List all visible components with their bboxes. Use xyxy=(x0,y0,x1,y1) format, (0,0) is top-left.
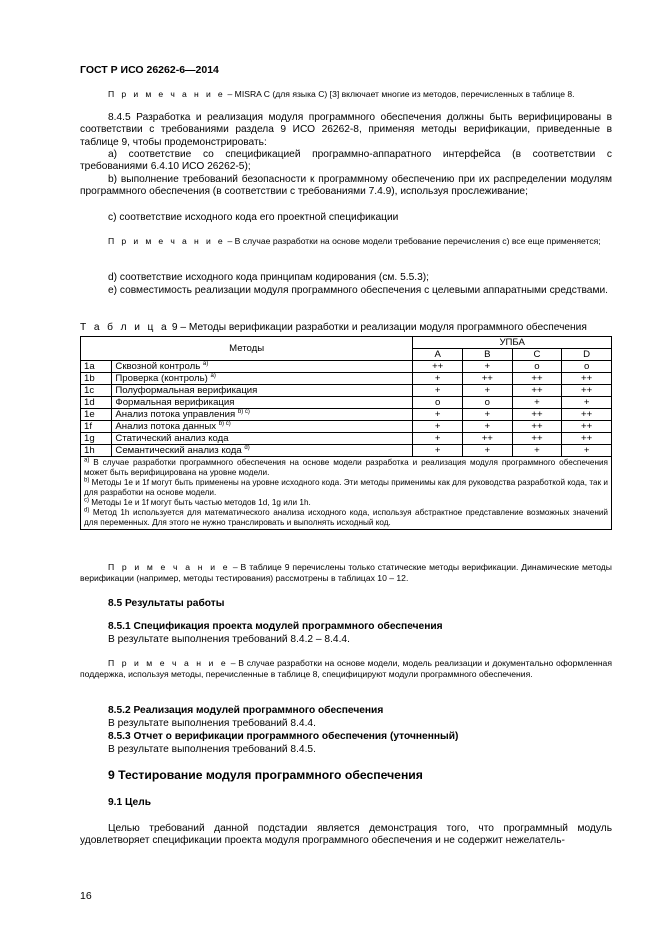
method-label: Анализ потока управления xyxy=(115,409,236,420)
method-label: Семантический анализ кода xyxy=(115,445,242,456)
recommendation-cell: + xyxy=(562,397,612,409)
list-item-d: d) соответствие исходного кода принципам кодирования (см. 5.5.3); xyxy=(108,272,429,283)
method-id: 1d xyxy=(81,397,112,409)
grade-header: A xyxy=(413,349,463,361)
section-8-5-2-title: 8.5.2 Реализация модулей программного обеспечения xyxy=(108,705,384,716)
table-footnotes xyxy=(81,457,612,530)
recommendation-cell: + xyxy=(413,409,463,421)
footnote-text: Методы 1e и 1f могут быть частью методов 1d, 1g или 1h. xyxy=(89,498,311,507)
note-model-based xyxy=(80,236,612,247)
note-label: П р и м е ч а н и е xyxy=(108,562,230,572)
section-8-5-1-text: В результате выполнения требований 8.4.2 – 8.4.4. xyxy=(108,634,350,645)
list-item-e: e) совместимость реализации модуля программного обеспечения с целевыми аппаратными средствами. xyxy=(108,285,608,296)
method-name xyxy=(112,361,413,373)
recommendation-cell: ++ xyxy=(463,433,513,445)
recommendation-cell: + xyxy=(512,445,562,457)
table-row xyxy=(81,397,612,409)
method-id: 1a xyxy=(81,361,112,373)
recommendation-cell: + xyxy=(413,421,463,433)
recommendation-cell: ++ xyxy=(512,385,562,397)
recommendation-cell: + xyxy=(463,385,513,397)
method-name xyxy=(112,421,413,433)
document-header: ГОСТ Р ИСО 26262-6—2014 xyxy=(80,64,219,76)
table-caption-text: 9 – Методы верификации разработки и реализации модуля программного обеспечения xyxy=(169,322,587,333)
grade-header: C xyxy=(512,349,562,361)
section-8-5-1-title: 8.5.1 Спецификация проекта модулей программного обеспечения xyxy=(108,621,443,632)
recommendation-cell: o xyxy=(512,361,562,373)
table-header-upba: УПБА xyxy=(413,337,612,349)
footnote-mark: a) xyxy=(84,457,90,464)
method-label: Формальная верификация xyxy=(115,397,235,408)
table-footnote xyxy=(84,498,608,508)
note-static-methods xyxy=(80,562,612,584)
method-id: 1c xyxy=(81,385,112,397)
table-footnote xyxy=(84,508,608,528)
note-label: П р и м е ч а н и е xyxy=(108,658,229,668)
recommendation-cell: ++ xyxy=(413,361,463,373)
note-text: – В случае разработки на основе модели, модель реализации и документально оформленная поддержка, используя методы, перечисленные в таблице 8, специфицируют модули программного обеспечения. xyxy=(80,658,612,679)
table-row xyxy=(81,385,612,397)
section-8-5-title: 8.5 Результаты работы xyxy=(108,598,225,609)
method-name xyxy=(112,433,413,445)
section-9-title: 9 Тестирование модуля программного обеспечения xyxy=(108,768,423,782)
recommendation-cell: ++ xyxy=(463,373,513,385)
footnote-ref: a) xyxy=(202,360,209,367)
footnote-text: Метод 1h используется для математического анализа исходного кода, используя абстрактное представление возможных значений для переменных. Для этого не нужно транслировать и выполнять исходный код. xyxy=(84,508,608,527)
table-row xyxy=(81,433,612,445)
footnote-ref: b) c) xyxy=(218,420,231,427)
list-item-b: b) выполнение требований безопасности к программному обеспечению при их распределении модулям программного обеспечения (в соответствии с требованиями 7.4.9), используя прослеживание; xyxy=(80,174,612,198)
table-row xyxy=(81,373,612,385)
method-label: Проверка (контроль) xyxy=(115,373,208,384)
recommendation-cell: ++ xyxy=(562,385,612,397)
method-id: 1h xyxy=(81,445,112,457)
recommendation-cell: ++ xyxy=(512,421,562,433)
recommendation-cell: ++ xyxy=(562,421,612,433)
recommendation-cell: + xyxy=(413,433,463,445)
table-row xyxy=(81,421,612,433)
recommendation-cell: + xyxy=(512,397,562,409)
section-8-5-2-text: В результате выполнения требований 8.4.4. xyxy=(108,718,316,729)
method-name xyxy=(112,445,413,457)
recommendation-cell: o xyxy=(413,397,463,409)
method-id: 1b xyxy=(81,373,112,385)
table-row xyxy=(81,445,612,457)
note-model-implementation xyxy=(80,658,612,680)
recommendation-cell: + xyxy=(413,445,463,457)
recommendation-cell: ++ xyxy=(562,409,612,421)
table-footnote xyxy=(84,458,608,478)
section-8-5-3-title: 8.5.3 Отчет о верификации программного обеспечения (уточненный) xyxy=(108,731,459,742)
method-label: Статический анализ кода xyxy=(115,433,229,444)
section-8-5-3-text: В результате выполнения требований 8.4.5. xyxy=(108,744,316,755)
method-id: 1g xyxy=(81,433,112,445)
recommendation-cell: ++ xyxy=(512,433,562,445)
method-id: 1e xyxy=(81,409,112,421)
method-name xyxy=(112,397,413,409)
footnote-ref: a) xyxy=(210,372,216,379)
recommendation-cell: o xyxy=(463,397,513,409)
recommendation-cell: o xyxy=(562,361,612,373)
section-9-1-title: 9.1 Цель xyxy=(108,797,151,808)
grade-header: D xyxy=(562,349,612,361)
table-body xyxy=(81,361,612,457)
footnote-mark: c) xyxy=(84,497,89,504)
recommendation-cell: + xyxy=(413,385,463,397)
recommendation-cell: ++ xyxy=(562,433,612,445)
method-name xyxy=(112,385,413,397)
section-9-1-text: Целью требований данной подстадии является демонстрация того, что программный модуль удовлетворяет спецификации проекта модуля программного обеспечения и не содержит нежелатель- xyxy=(80,823,612,847)
footnote-mark: d) xyxy=(84,507,90,514)
footnote-text: Методы 1e и 1f могут быть применены на уровне исходного кода. Эти методы применимы как для руководства разработкой кода, так и для разработки на основе модели. xyxy=(84,478,608,497)
page-number: 16 xyxy=(80,890,92,902)
table-caption xyxy=(80,322,620,333)
table-verification-methods xyxy=(80,336,612,530)
method-name xyxy=(112,373,413,385)
method-label: Полуформальная верификация xyxy=(115,385,258,396)
table-header-methods: Методы xyxy=(81,337,413,361)
table-row xyxy=(81,361,612,373)
recommendation-cell: + xyxy=(463,361,513,373)
method-name xyxy=(112,409,413,421)
recommendation-cell: + xyxy=(463,445,513,457)
method-id: 1f xyxy=(81,421,112,433)
note-text: – В случае разработки на основе модели требование перечисления c) все еще применяется; xyxy=(225,236,601,246)
note-label: П р и м е ч а н и е xyxy=(108,89,226,99)
recommendation-cell: + xyxy=(413,373,463,385)
note-label: П р и м е ч а н и е xyxy=(108,236,226,246)
grade-header: B xyxy=(463,349,513,361)
note-text: – В таблице 9 перечислены только статические методы верификации. Динамические методы верификации (например, методы тестирования) рассмотрены в таблицах 10 – 12. xyxy=(80,562,612,583)
table-caption-label: Т а б л и ц а xyxy=(80,322,170,333)
note-misra xyxy=(80,89,612,100)
table-row xyxy=(81,409,612,421)
recommendation-cell: ++ xyxy=(512,373,562,385)
recommendation-cell: ++ xyxy=(562,373,612,385)
footnote-mark: b) xyxy=(84,477,90,484)
recommendation-cell: + xyxy=(463,421,513,433)
recommendation-cell: + xyxy=(562,445,612,457)
recommendation-cell: ++ xyxy=(512,409,562,421)
list-item-a: a) соответствие со спецификацией программно-аппаратного интерфейса (в соответствии с требованиями 6.4.10 ИСО 26262-5); xyxy=(80,149,612,173)
method-label: Анализ потока данных xyxy=(115,421,217,432)
footnote-ref: d) xyxy=(244,444,250,451)
footnote-ref: b) c) xyxy=(237,408,250,415)
recommendation-cell: + xyxy=(463,409,513,421)
note-text: – MISRA C (для языка C) [3] включает многие из методов, перечисленных в таблице 8. xyxy=(225,89,575,99)
paragraph-8-4-5: 8.4.5 Разработка и реализация модуля программного обеспечения должны быть верифицированы в соответствии с требованиями раздела 9 ИСО 26262-8, применяя методы верификации, приведенные в таблице 9, чтобы продемонстрировать: xyxy=(80,112,612,148)
method-label: Сквозной контроль xyxy=(115,361,201,372)
list-item-c: c) соответствие исходного кода его проектной спецификации xyxy=(108,212,399,223)
footnote-text: В случае разработки программного обеспечения на основе модели разработка и реализация модуля программного обеспечения может быть верифицирована на уровне модели. xyxy=(84,458,608,477)
table-footnote xyxy=(84,478,608,498)
